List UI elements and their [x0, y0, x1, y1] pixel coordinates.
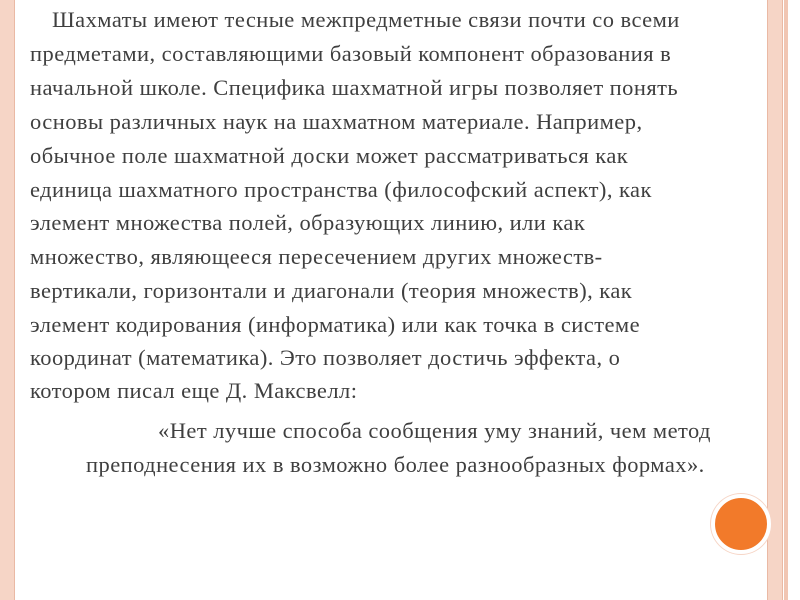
- slide-content: [30, 5, 770, 595]
- paragraph-line: котором писал еще Д. Максвелл:: [30, 378, 358, 403]
- paragraph-line: координат (математика). Это позволяет достичь эффекта, о: [30, 345, 621, 370]
- paragraph-line: вертикали, горизонтали и диагонали (теория множеств), как: [30, 278, 633, 303]
- quote-line: преподнесения их в возможно более разнообразных формах».: [86, 452, 705, 477]
- quote-line: «Нет лучше способа сообщения уму знаний, чем метод: [158, 418, 711, 443]
- paragraph-line: единица шахматного пространства (философский аспект), как: [30, 177, 652, 202]
- decorative-circle: [711, 494, 771, 554]
- paragraph-line: элемент множества полей, образующих линию, или как: [30, 210, 586, 235]
- paragraph-line: начальной школе. Специфика шахматной игры позволяет понять: [30, 75, 679, 100]
- paragraph-line: множество, являющееся пересечением других множеств-: [30, 244, 603, 269]
- paragraph-line: предметами, составляющими базовый компонент образования в: [30, 41, 672, 66]
- left-decorative-stripe: [0, 0, 15, 600]
- paragraph-line: обычное поле шахматной доски может рассматриваться как: [30, 143, 629, 168]
- paragraph-line: элемент кодирования (информатика) или как точка в системе: [30, 312, 641, 337]
- paragraph-line: основы различных наук на шахматном материале. Например,: [30, 109, 643, 134]
- paragraph-line: Шахматы имеют тесные межпредметные связи почти со всеми: [52, 7, 680, 32]
